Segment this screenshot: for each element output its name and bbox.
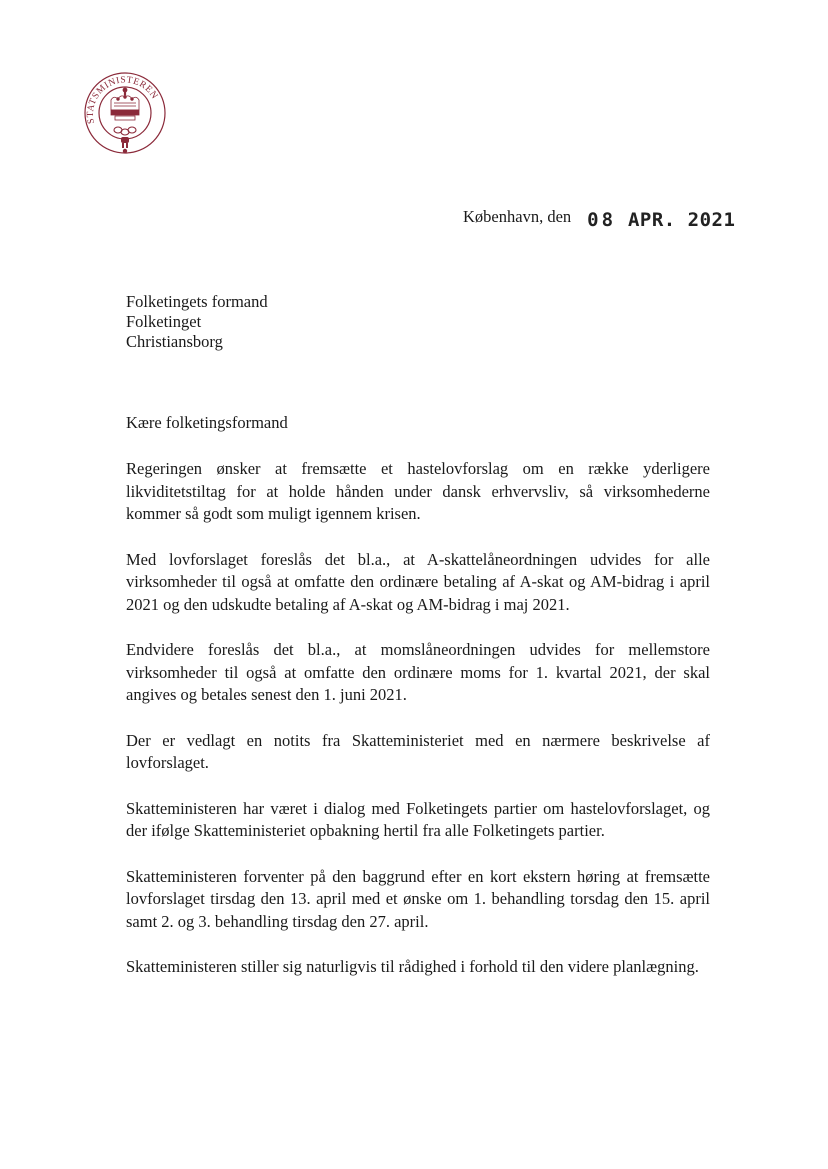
address-line-1: Folketingets formand xyxy=(126,292,268,311)
address-line-2: Folketinget xyxy=(126,312,202,331)
paragraph: Endvidere foreslås det bl.a., at momslåneordningen udvides for mellemstore virksomheder til også at omfatte den ordinære moms for 1. kvartal 2021, der skal angives og betales senest den 1. juni 2021. xyxy=(126,640,710,704)
date-place: København, den xyxy=(463,207,572,226)
paragraph: Regeringen ønsker at fremsætte et hastelovforslag om en række yderligere likviditetstiltag for at holde hånden under dansk erhvervsliv, så virksomhederne kommer så godt som muligt igennem krisen. xyxy=(126,459,710,523)
paragraph: Med lovforslaget foreslås det bl.a., at A-skattelåneordningen udvides for alle virksomheder til også at omfatte den ordinære betaling af A-skat og AM-bidrag i april 2021 og den udskudte betaling af A-skat og AM-bidrag i maj 2021. xyxy=(126,549,710,614)
date-line xyxy=(463,205,763,237)
date-stamp-month-year: APR. 2021 xyxy=(627,209,736,231)
recipient-address xyxy=(126,292,268,352)
address-line-3: Christiansborg xyxy=(126,332,223,351)
paragraph: Skatteministeren forventer på den baggrund efter en kort ekstern høring at fremsætte lovforslaget tirsdag den 13. april med et ønske om 1. behandling torsdag den 15. april samt 2. og 3. behandling tirsdag den 27. april. xyxy=(126,866,710,931)
paragraph: Skatteministeren har været i dialog med Folketingets partier om hastelovforslaget, og der ifølge Skatteministeriet opbakning hertil fra alle Folketingets partier. xyxy=(126,798,710,840)
salutation: Kære folketingsformand xyxy=(126,413,288,432)
statsministeren-seal-logo xyxy=(80,70,170,160)
date-stamp xyxy=(587,209,735,231)
paragraph: Skatteministeren stiller sig naturligvis til rådighed i forhold til den videre planlægning. xyxy=(126,957,699,976)
date-stamp-day: 08 xyxy=(587,209,617,231)
svg-text:STATSMINISTEREN: STATSMINISTEREN xyxy=(85,75,160,125)
letter-body xyxy=(126,458,710,1002)
paragraph: Der er vedlagt en notits fra Skatteministeriet med en nærmere beskrivelse af lovforslaget. xyxy=(126,730,710,772)
